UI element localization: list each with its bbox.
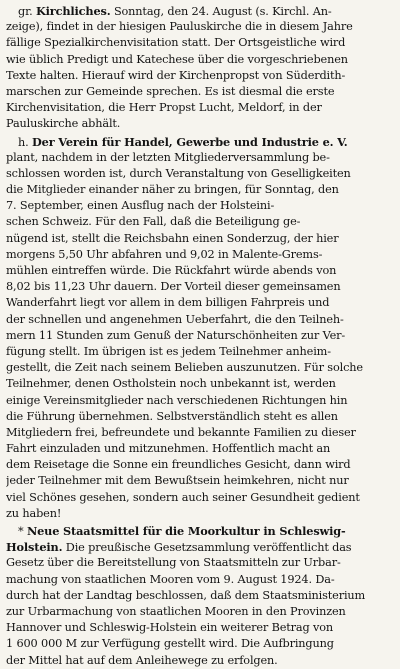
article-line: zu haben! — [6, 506, 62, 520]
article-line: Gesetz über die Bereitstellung von Staatsmitteln zur Urbar- — [6, 556, 341, 570]
article-line: Kirchenvisitation, die Herr Propst Lucht, Meldorf, in der — [6, 101, 322, 115]
article-line: mern 11 Stunden zum Genuß der Naturschönheiten zur Ver- — [6, 328, 346, 342]
article-line — [6, 134, 396, 150]
article-line: Fahrt einzuladen und mitzunehmen. Hoffentlich macht an — [6, 442, 331, 456]
article-line: durch hat der Landtag beschlossen, daß dem Staatsministerium — [6, 588, 366, 602]
article-line: Mitgliedern frei, befreundete und bekannte Familien zu dieser — [6, 425, 356, 439]
article-line: Texte halten. Hierauf wird der Kirchenpropst von Süderdith- — [6, 68, 346, 82]
article-line: schlossen worden ist, durch Veranstaltung von Geselligkeiten — [6, 166, 351, 180]
article-headline: Neue Staatsmittel für die Moorkultur in Schleswig- — [26, 524, 346, 538]
article-column — [6, 3, 396, 669]
article-line: schen Schweiz. Für den Fall, daß die Beteiligung ge- — [6, 215, 301, 229]
article-line: dem Reisetage die Sonne ein freundliches Gesicht, dann wird — [6, 458, 351, 472]
article-line: Wanderfahrt liegt vor allem in dem billigen Fahrpreis und — [6, 296, 330, 310]
article-line: mühlen eintreffen würde. Die Rückfahrt würde abends von — [6, 264, 337, 277]
article-line: viel Schönes gesehen, sondern auch seiner Gesundheit gedient — [6, 490, 360, 504]
article-staatsmittel — [6, 523, 396, 669]
article-line: fällige Spezialkirchenvisitation statt. Der Ortsgeistliche wird — [6, 36, 346, 50]
article-line: die Mitglieder einander näher zu bringen, für Sonntag, den — [6, 183, 339, 197]
article-line: der Mittel hat auf dem Anleihewege zu erfolgen. — [6, 653, 278, 667]
article-line: 1 600 000 M zur Verfügung gestellt wird. Die Aufbringung — [6, 637, 334, 651]
article-line: machung von staatlichen Mooren vom 9. August 1924. Da- — [6, 572, 335, 586]
article-line: wie üblich Predigt und Katechese über die vorgeschriebenen — [6, 52, 348, 66]
article-headline: Der Verein für Handel, Gewerbe und Industrie e. V. — [32, 134, 348, 149]
article-line: der schnellen und angenehmen Ueberfahrt, die den Teilneh- — [6, 312, 344, 326]
article-line — [6, 3, 396, 19]
article-line: jeder Teilnehmer mit dem Bewußtsein heimkehren, nicht nur — [6, 474, 349, 488]
article-kirchliches — [6, 3, 396, 133]
article-line: Teilnehmer, denen Ostholstein noch unbekannt ist, werden — [6, 377, 336, 391]
article-line: plant, nachdem in der letzten Mitgliederversammlung be- — [6, 150, 330, 164]
article-line — [6, 523, 396, 539]
article-text: Die preußische Gesetzsammlung veröffentlicht das — [62, 541, 352, 555]
article-line: Pauluskirche abhält. — [6, 117, 121, 131]
article-line: 8,02 bis 11,23 Uhr dauern. Der Vorteil dieser gemeinsamen — [6, 280, 341, 294]
article-headline: Holstein. — [6, 540, 63, 555]
article-line: die Führung übernehmen. Selbstverständlich steht es allen — [6, 409, 338, 423]
article-line: zeige), findet in der hiesigen Pauluskirche die in diesem Jahre — [6, 20, 353, 34]
article-line: einige Vereinsmitglieder nach verschiedenen Richtungen hin — [6, 393, 348, 407]
article-line: 7. September, einen Ausflug nach der Holsteini- — [6, 199, 275, 213]
article-line: gestellt, die Zeit nach seinem Belieben auszunutzen. Für solche — [6, 361, 363, 375]
article-headline: Kirchliches. — [35, 4, 111, 18]
article-marker: h. — [18, 135, 33, 149]
article-text: Sonntag, den 24. August (s. Kirchl. An- — [110, 5, 332, 18]
article-line: morgens 5,50 Uhr abfahren und 9,02 in Malente-Grems- — [6, 247, 323, 261]
article-line — [6, 539, 396, 555]
article-line: Hannover und Schleswig-Holstein ein weiterer Betrag von — [6, 621, 334, 635]
article-line: zur Urbarmachung von staatlichen Mooren in den Provinzen — [6, 604, 346, 618]
article-marker: gr. — [18, 5, 36, 18]
article-line: nügend ist, stellt die Reichsbahn einen Sonderzug, der hier — [6, 231, 339, 245]
article-marker: * — [18, 525, 27, 538]
article-line: marschen zur Gemeinde sprechen. Es ist diesmal die erste — [6, 84, 335, 98]
article-line: fügung stellt. Im übrigen ist es jedem Teilnehmer anheim- — [6, 344, 331, 358]
article-verein-handel — [6, 134, 396, 523]
